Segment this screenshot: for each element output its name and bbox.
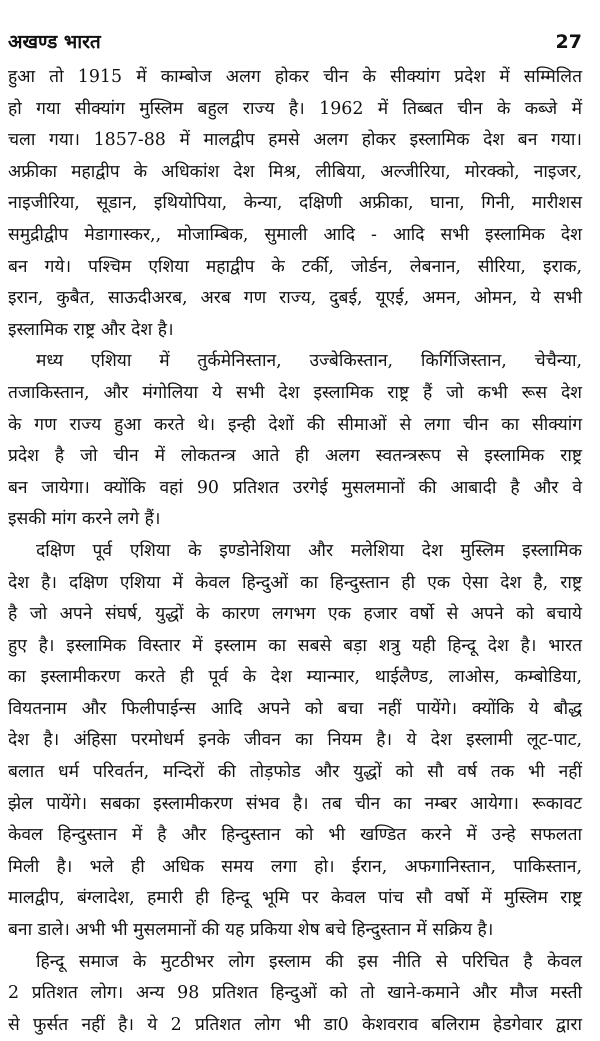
body-text	[8, 62, 582, 1041]
text-line: बन जायेगा। क्योंकि वहां 90 प्रतिशत उरगेई मुसलमानों की आबादी है और वे	[8, 477, 582, 498]
text-line: झेल पायेंगे। सबका इस्लामीकरण संभव है। तब चीन का नम्बर आयेगा। रूकावट	[8, 793, 582, 814]
text-line: मिली है। भले ही अधिक समय लगा हो। ईरान, अफगानिस्तान, पाकिस्तान,	[8, 856, 582, 877]
text-line: वियतनाम और फिलीपाईन्स आदि अपने को बचा नहीं पायेंगे। क्योंकि ये बौद्ध	[8, 698, 582, 719]
text-line: बलात धर्म परिवर्तन, मन्दिरों की तोड़फोड और युद्धों को सौ वर्ष तक भी नहीं	[8, 762, 582, 783]
text-line: से फुर्सत नहीं है। ये 2 प्रतिशत लोग भी डा0 केशवराव बलिराम हेडगेवार द्वारा	[8, 1014, 582, 1035]
text-line: बन गये। पश्चिम एशिया महाद्वीप के टर्की, जोर्डन, लेबनान, सीरिया, इराक,	[8, 256, 582, 277]
text-line: इसकी मांग करने लगे हैं।	[8, 509, 161, 530]
text-line: देश है। अंहिसा परमोधर्म इनके जीवन का नियम है। ये देश इस्लामी लूट-पाट,	[8, 730, 582, 751]
text-line: है जो अपने संघर्ष, युद्धों के कारण लगभग एक हजार वर्षो से अपने को बचाये	[8, 604, 582, 625]
text-line: मध्य एशिया में तुर्कमेनिस्तान, उज्बेकिस्तान, किर्गिजिस्तान, चेचैन्या,	[36, 351, 582, 372]
text-line: हो गया सीक्यांग मुस्लिम बहुल राज्य है। 1962 में तिब्बत चीन के कब्जे में	[8, 98, 582, 119]
text-line: हुए है। इस्लामिक विस्तार में इस्लाम का सबसे बड़ा शत्रु यही हिन्दू देश है। भारत	[8, 635, 582, 656]
text-line: अफ्रीका महाद्वीप के अधिकांश देश मिश्र, लीबिया, अल्जीरिया, मोरक्को, नाइजर,	[8, 161, 582, 182]
text-line: बना डाले। अभी भी मुसलमानों की यह प्रकिया शेष बचे हिन्दुस्तान में सक्रिय है।	[8, 920, 494, 941]
book-title: अखण्ड भारत	[8, 31, 101, 53]
page-number: 27	[555, 31, 582, 53]
text-line: इस्लामिक राष्ट्र और देश है।	[8, 319, 174, 340]
text-line: इरान, कुबैत, साऊदीअरब, अरब गण राज्य, दुबई, यूएई, अमन, ओमन, ये सभी	[8, 288, 582, 309]
text-line: समुद्रीद्वीप मेडागास्कर,, मोजाम्बिक, सुमाली आदि - आदि सभी इस्लामिक देश	[8, 224, 582, 245]
text-line: दक्षिण पूर्व एशिया के इण्डोनेशिया और मलेशिया देश मुस्लिम इस्लामिक	[36, 540, 582, 561]
text-line: चला गया। 1857-88 में मालद्वीप हमसे अलग होकर इस्लामिक देश बन गया।	[8, 130, 582, 151]
text-line: तजाकिस्तान, और मंगोलिया ये सभी देश इस्लामिक राष्ट्र हैं जो कभी रूस देश	[8, 382, 582, 403]
text-line: मालद्वीप, बंग्लादेश, हमारी ही हिन्दू भूमि पर केवल पांच सौ वर्षो में मुस्लिम राष्ट्र	[8, 888, 582, 909]
text-line: 2 प्रतिशत लोग। अन्य 98 प्रतिशत हिन्दुओं को तो खाने-कमाने और मौज मस्ती	[8, 983, 582, 1004]
text-line: हुआ तो 1915 में काम्बोज अलग होकर चीन के सीक्यांग प्रदेश में सम्मिलित	[8, 67, 582, 87]
text-line: के गण राज्य हुआ करते थे। इन्ही देशों की सीमाओं से लगा चीन का सीक्यांग	[8, 414, 582, 435]
text-line: नाइजीरिया, सूडान, इथियोपिया, केन्या, दक्षिणी अफ्रीका, घाना, गिनी, मारीशस	[8, 193, 582, 214]
running-header	[8, 30, 582, 54]
text-line: हिन्दू समाज के मुटठीभर लोग इस्लाम की इस नीति से परिचित है केवल	[36, 951, 582, 972]
text-line: केवल हिन्दुस्तान में है और हिन्दुस्तान को भी खण्डित करने में उन्हे सफलता	[8, 825, 582, 846]
text-line: देश है। दक्षिण एशिया में केवल हिन्दुओं का हिन्दुस्तान ही एक ऐसा देश है, राष्ट्र	[8, 572, 582, 593]
text-line: का इस्लामीकरण करते ही पूर्व के देश म्यान्मार, थाईलैण्ड, लाओस, कम्बोडिया,	[8, 667, 582, 688]
text-line: प्रदेश है जो चीन में लोकतन्त्र आते ही अलग स्वतन्त्ररूप से इस्लामिक राष्ट्र	[8, 446, 582, 467]
